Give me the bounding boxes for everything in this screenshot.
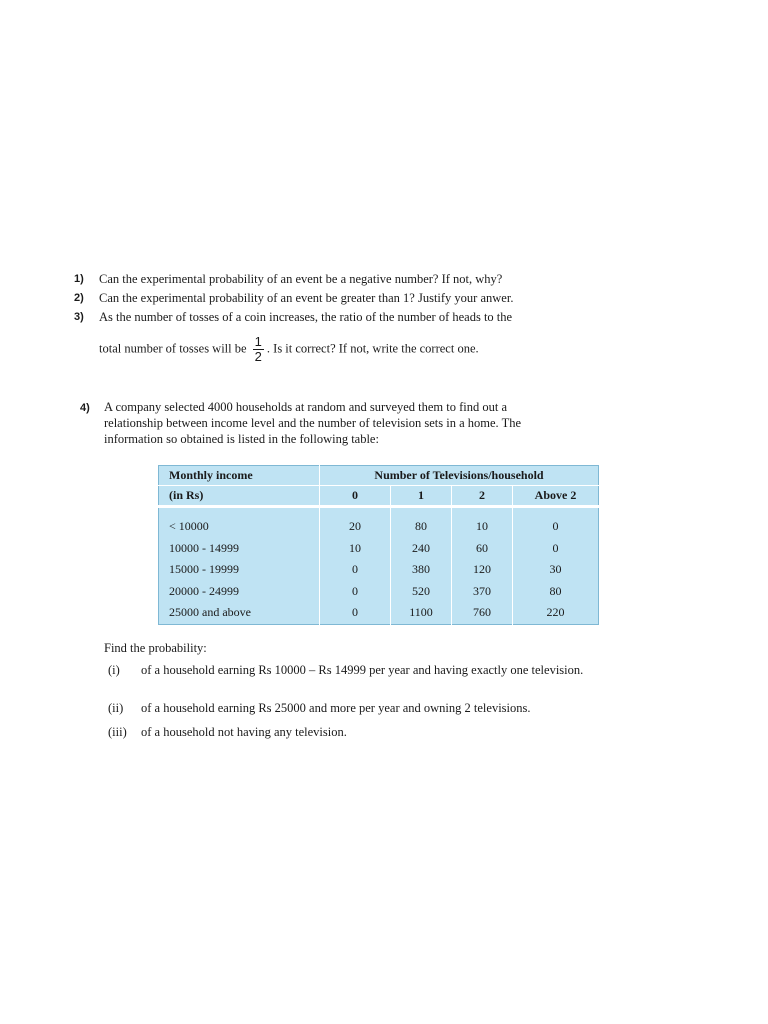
question-text: Can the experimental probability of an event be a negative number? If not, why? bbox=[99, 272, 503, 286]
question-number: 2) bbox=[74, 292, 84, 304]
question-text: Can the experimental probability of an event be greater than 1? Justify your anwer. bbox=[99, 291, 514, 305]
table-cell: 10 bbox=[320, 538, 391, 560]
table-cell: 1100 bbox=[391, 602, 452, 624]
tv-count-header: Above 2 bbox=[513, 486, 599, 507]
table-cell: 0 bbox=[552, 540, 559, 555]
table-row bbox=[159, 538, 599, 560]
sub-question-ii bbox=[108, 700, 618, 718]
table-cell: 220 bbox=[546, 605, 565, 620]
sub-question-label: (iii) bbox=[108, 725, 127, 739]
question-4-text bbox=[104, 399, 604, 447]
income-unit-header: (in Rs) bbox=[159, 486, 320, 507]
question-number: 1) bbox=[74, 273, 84, 285]
sub-question-iii bbox=[108, 724, 618, 742]
fraction-numerator: 1 bbox=[254, 334, 262, 349]
table-cell: 0 bbox=[320, 602, 391, 624]
table-cell: 380 bbox=[391, 559, 452, 581]
table-cell: 0 bbox=[320, 581, 391, 603]
question-text: As the number of tosses of a coin increases, the ratio of the number of heads to the bbox=[99, 310, 513, 324]
income-range: 20000 - 24999 bbox=[159, 581, 320, 603]
question-4-line: A company selected 4000 households at random and surveyed them to find out a bbox=[104, 400, 508, 414]
income-range: 25000 and above bbox=[159, 602, 320, 624]
question-4-line: relationship between income level and the number of television sets in a home. The bbox=[104, 416, 522, 430]
table-row bbox=[159, 559, 599, 581]
income-range: 15000 - 19999 bbox=[159, 559, 320, 581]
income-range: 10000 - 14999 bbox=[159, 538, 320, 560]
table-cell: 240 bbox=[391, 538, 452, 560]
question-4-line: information so obtained is listed in the following table: bbox=[104, 432, 379, 446]
table-cell: 30 bbox=[549, 562, 562, 577]
table-cell: 760 bbox=[452, 602, 513, 624]
table-cell: 520 bbox=[391, 581, 452, 603]
televisions-group-header: Number of Televisions/household bbox=[320, 466, 599, 486]
table-cell: 80 bbox=[549, 583, 562, 598]
sub-question-text: of a household earning Rs 10000 – Rs 14999 per year and having exactly one television. bbox=[141, 663, 584, 677]
question-3-after-fraction: . Is it correct? If not, write the correct one. bbox=[266, 341, 479, 356]
tv-count-header: 1 bbox=[391, 486, 452, 507]
table-cell: 0 bbox=[552, 519, 559, 534]
table-cell: 60 bbox=[452, 538, 513, 560]
sub-question-text: of a household earning Rs 25000 and more per year and owning 2 televisions. bbox=[141, 701, 531, 715]
table-row bbox=[159, 516, 599, 538]
table-cell: 120 bbox=[452, 559, 513, 581]
table-cell: 20 bbox=[320, 516, 391, 538]
table-cell: 80 bbox=[391, 516, 452, 538]
question-number: 4) bbox=[80, 402, 90, 414]
tv-count-header: 2 bbox=[452, 486, 513, 507]
table-row bbox=[159, 581, 599, 603]
tv-count-header: 0 bbox=[320, 486, 391, 507]
sub-question-label: (i) bbox=[108, 663, 120, 677]
question-number: 3) bbox=[74, 311, 84, 323]
question-3-line-2 bbox=[99, 335, 479, 364]
table-cell: 0 bbox=[320, 559, 391, 581]
table-cell: 370 bbox=[452, 581, 513, 603]
fraction-denominator: 2 bbox=[254, 349, 262, 364]
find-title: Find the probability: bbox=[104, 641, 207, 655]
table-row bbox=[159, 602, 599, 624]
sub-question-text: of a household not having any television. bbox=[141, 725, 347, 739]
sub-question-label: (ii) bbox=[108, 701, 124, 715]
question-3-before-fraction: total number of tosses will be bbox=[99, 341, 247, 356]
income-header: Monthly income bbox=[159, 466, 320, 486]
table-cell: 10 bbox=[452, 516, 513, 538]
income-range: < 10000 bbox=[159, 516, 320, 538]
fraction-one-half bbox=[253, 335, 264, 364]
television-table bbox=[158, 465, 599, 625]
sub-question-i bbox=[108, 662, 618, 696]
question-3 bbox=[74, 309, 614, 369]
